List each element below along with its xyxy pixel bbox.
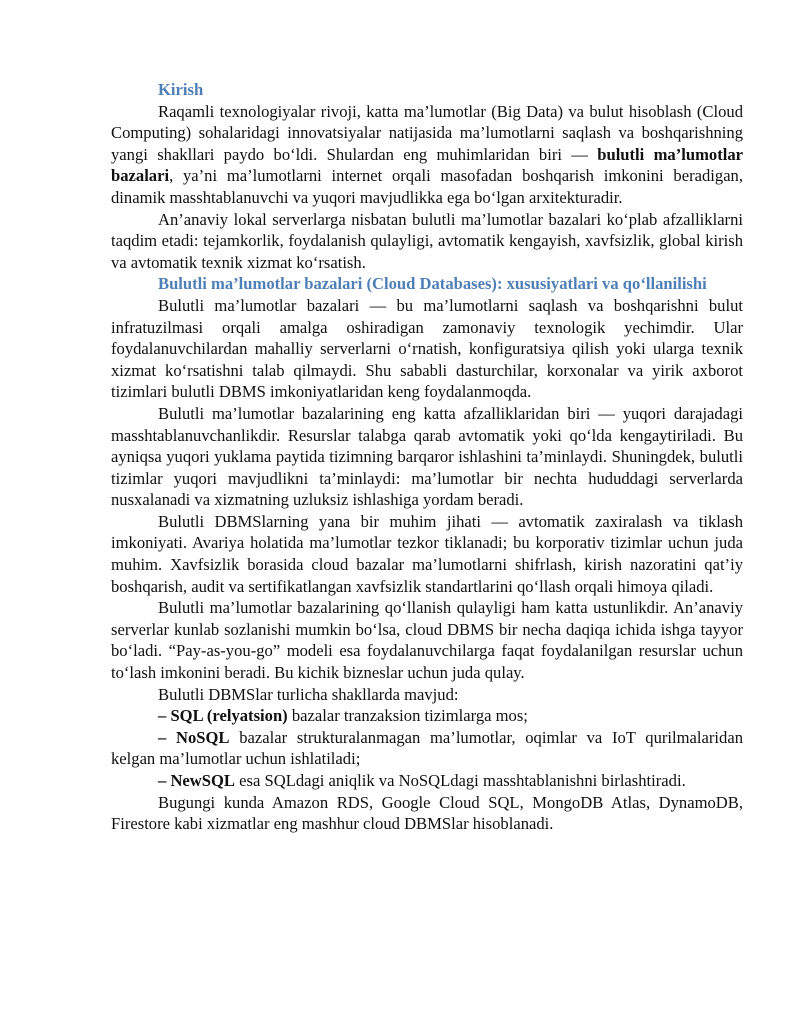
list-item-sql [111, 705, 743, 727]
paragraph-backup-security: Bulutli DBMSlarning yana bir muhim jihati — avtomatik zaxiralash va tiklash imkoniyati. Avariya holatida ma’lumotlar tezkor tiklanadi; bu korporativ tizimlar uchun juda muhim. Xavfsizlik borasida cloud bazalar ma’lumotlarni shifrlash, kirish nazoratini qat’iy boshqarish, audit va sertifikatlangan xavfsizlik standartlarini qo‘llash orqali himoya qiladi. [111, 511, 743, 596]
paragraph-intro-text-a: Raqamli texnologiyalar rivoji, katta ma’lumotlar (Big Data) va bulut hisoblash (Cloud Computing) sohalaridagi innovatsiyalar natijasida ma’lumotlarni saqlash va boshqarishning yangi shakllari paydo bo‘ldi. Shulardan eng muhimlaridan biri — [111, 101, 743, 164]
list-item-term: SQL (relyatsion) [170, 706, 288, 726]
paragraph-examples: Bugungi kunda Amazon RDS, Google Cloud SQL, MongoDB Atlas, DynamoDB, Firestore kabi xizmatlar eng mashhur cloud DBMSlar hisoblanadi. [111, 792, 743, 834]
paragraph-intro-bold-term: bulutli ma’lumotlar bazalari [111, 144, 744, 186]
heading-cloud-databases: Bulutli ma’lumotlar bazalari (Cloud Databases): xususiyatlari va qo‘llanilishi [158, 274, 707, 294]
list-item-text: esa SQLdagi aniqlik va NoSQLdagi masshtablanishni birlashtiradi. [235, 771, 686, 790]
list-item-newsql [111, 770, 743, 792]
paragraph-intro-text-c: , ya’ni ma’lumotlarni internet orqali masofadan boshqarish imkonini beradigan, dinamik masshtablanuvchi va yuqori mavjudlikka ega bo‘lgan arxitekturadir. [111, 166, 743, 207]
list-item-text: bazalar strukturalanmagan ma’lumotlar, oqimlar va IoT qurilmalaridan kelgan ma’lumotlar uchun ishlatiladi; [111, 727, 743, 769]
list-item-term: NoSQL [176, 727, 230, 747]
paragraph-intro [111, 101, 743, 209]
list-item-dash: – [158, 706, 171, 726]
list-item-text: bazalar tranzaksion tizimlarga mos; [287, 706, 528, 726]
paragraph-types-intro: Bulutli DBMSlar turlicha shakllarda mavjud: [158, 684, 459, 704]
paragraph-ease-of-use: Bulutli ma’lumotlar bazalarining qo‘llanish qulayligi ham katta ustunlikdir. An’anaviy serverlar kunlab sozlanishi mumkin bo‘lsa, cloud DBMS bir necha daqiqa ichida ishga tayyor bo‘ladi. “Pay-as-you-go” modeli esa foydalanuvchilarga faqat foydalanilgan resurslar uchun to‘lash imkonini beradi. Bu kichik bizneslar uchun juda qulay. [111, 598, 743, 683]
heading-intro: Kirish [158, 80, 204, 99]
list-item-nosql [111, 727, 743, 770]
list-item-dash: – [158, 771, 171, 790]
list-item-term: NewSQL [170, 771, 235, 790]
list-item-dash: – [158, 727, 177, 747]
paragraph-scalability: Bulutli ma’lumotlar bazalarining eng katta afzalliklaridan biri — yuqori darajadagi masshtablanuvchanlikdir. Resurslar talabga qarab avtomatik yoki qo‘lda kengaytiriladi. Bu ayniqsa yuqori yuklama paytida tizimning barqaror ishlashini ta’minlaydi. Shuningdek, bulutli tizimlar yuqori mavjudlikni ta’minlaydi: ma’lumotlar bir nechta hududdagi serverlarda nusxalanadi va xizmatning uzluksiz ishlashiga yordam beradi. [111, 403, 743, 510]
paragraph-definition: Bulutli ma’lumotlar bazalari — bu ma’lumotlarni saqlash va boshqarishni bulut infratuzilmasi orqali amalga oshiradigan zamonaviy texnologik yechimdir. Ular foydalanuvchilardan mahalliy serverlarni o‘rnatish, konfiguratsiya qilish yoki ularga texnik xizmat ko‘rsatishni talab qilmaydi. Shu sababli dasturchilar, korxonalar va yirik axborot tizimlari bulutli DBMS imkoniyatlaridan keng foydalanmoqda. [111, 295, 743, 402]
paragraph-advantages: An’anaviy lokal serverlarga nisbatan bulutli ma’lumotlar bazalari ko‘plab afzalliklarni taqdim etadi: tejamkorlik, foydalanish qulayligi, avtomatik kengayish, xavfsizlik, global kirish va avtomatik texnik xizmat ko‘rsatish. [111, 209, 743, 272]
